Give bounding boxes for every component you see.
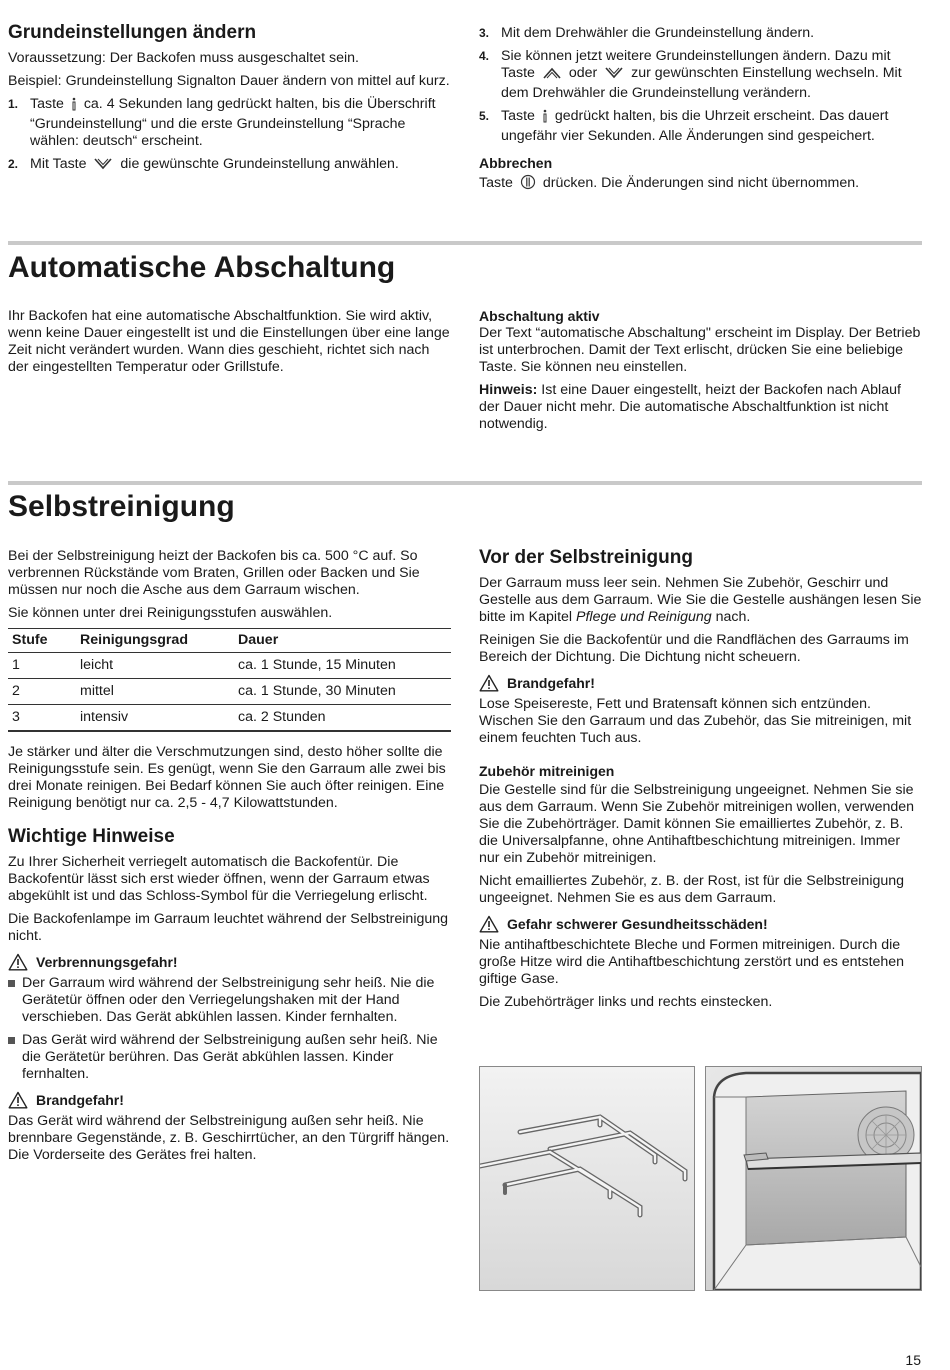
step-3: [479, 25, 922, 42]
gesundheit-text-2: Die Zubehörträger links und rechts einstecken.: [479, 994, 773, 1010]
step-5: [479, 108, 922, 145]
table-cell: ca. 2 Stunden: [234, 705, 451, 732]
zubehoer-title: Zubehör mitreinigen: [479, 763, 615, 779]
auto-intro-text: Ihr Backofen hat eine automatische Abschaltfunktion. Sie wird aktiv, wenn keine Dauer eingestellt ist und die Einstellungen über eine lange Zeit nicht verändert wurden. Wann dies geschieht, richtet sich nach der eingestellten Temperatur oder Grillstufe.: [8, 308, 450, 375]
table-cell: 1: [8, 653, 76, 679]
table-header-cell: Stufe: [8, 629, 76, 653]
vor-text-1-post: nach.: [715, 609, 751, 625]
hinweis-paragraph: [479, 382, 922, 433]
reinigungsstufen-table: [8, 628, 451, 732]
step-text: Sie können jetzt weitere Grundeinstellungen ändern. Dazu mit Taste: [501, 48, 891, 81]
warning-label: Verbrennungsgefahr!: [36, 953, 178, 970]
step-number: 1.: [8, 97, 19, 111]
warning-triangle-icon: [8, 953, 28, 971]
step-2: [8, 156, 451, 176]
chapter-reference: Pflege und Reinigung: [576, 609, 712, 625]
section-divider: [8, 241, 922, 245]
vor-text-1-pre: Der Garraum muss leer sein. Nehmen Sie Zubehör, Geschirr und Gestelle aus dem Garraum. Wie Sie die Gestelle aushängen lesen Sie bitte im Kapitel: [479, 575, 922, 625]
auto-left: [8, 308, 451, 382]
table-cell: ca. 1 Stunde, 30 Minuten: [234, 679, 451, 705]
gesundheit-warning: [479, 915, 922, 933]
vor-text-1: [479, 575, 922, 626]
step-number: 4.: [479, 49, 490, 63]
grundeinstellungen-title: Grundeinstellungen ändern: [8, 22, 257, 43]
chevron-down-key-icon: [604, 66, 624, 85]
warning-label: Brandgefahr!: [36, 1091, 124, 1108]
hinweis-label: Hinweis:: [479, 382, 538, 398]
garraum-einschub-illustration: [705, 1066, 922, 1291]
wichtig-text-2: Die Backofenlampe im Garraum leuchtet während der Selbstreinigung nicht.: [8, 911, 449, 944]
info-key-icon: [71, 97, 77, 116]
grundeinstellungen-left: [8, 22, 451, 182]
step-text: Mit dem Drehwähler die Grundeinstellung ändern.: [501, 25, 815, 41]
auto-abschaltung-title: Automatische Abschaltung: [8, 251, 396, 284]
step-text: zur gewünschten Einstellung wechseln. Mit dem Drehwähler die Grundeinstellung verändern.: [501, 65, 902, 101]
abbrechen-title: Abbrechen: [479, 155, 553, 171]
abschaltung-aktiv-text: Der Text “automatische Abschaltung" erscheint im Display. Der Betrieb ist unterbrochen. Damit der Text erlischt, drücken Sie eine beliebige Taste. Sie können neu einstellen.: [479, 325, 921, 375]
chevron-up-key-icon: [542, 66, 562, 85]
abbrechen-text: [479, 174, 922, 195]
brandgefahr-warning: [8, 1091, 451, 1109]
hinweis-text: Ist eine Dauer eingestellt, heizt der Backofen nach Ablauf der Dauer nicht mehr. Die automatische Abschaltfunktion ist nicht notwendig.: [479, 382, 901, 432]
abschaltung-aktiv-title: Abschaltung aktiv: [479, 308, 600, 324]
selbst-intro-text: Bei der Selbstreinigung heizt der Backofen bis ca. 500 °C auf. So verbrennen Rückstände vom Braten, Grillen oder Backen und Sie müssen nur noch die Asche aus dem Garraum wischen.: [8, 548, 420, 598]
abbrechen-pre: Taste: [479, 175, 513, 191]
bullet-square-icon: [8, 1037, 15, 1044]
warning-triangle-icon: [8, 1091, 28, 1109]
step-text: die gewünschte Grundeinstellung anwählen.: [120, 156, 399, 172]
table-row: [8, 653, 451, 679]
power-key-icon: [520, 174, 536, 195]
step-4: [479, 48, 922, 102]
table-row: [8, 679, 451, 705]
step-text: ca. 4 Sekunden lang gedrückt halten, bis die Überschrift “Grundeinstellung“ und die erste Grundeinstellung “Sprache wählen: deutsch“ erscheint.: [30, 96, 436, 149]
selbstreinigung-title: Selbstreinigung: [8, 490, 235, 523]
selbst-left: [8, 548, 451, 1170]
list-item-text: Das Gerät wird während der Selbstreinigung außen sehr heiß. Nie die Gerätetür berühren. Das Gerät abkühlen lassen. Kinder fernhalten.: [22, 1032, 438, 1082]
warning-triangle-icon: [479, 915, 499, 933]
vor-text-2: Reinigen Sie die Backofentür und die Randflächen des Garraums im Bereich der Dichtung. Die Dichtung nicht scheuern.: [479, 632, 909, 665]
chevron-down-key-icon: [93, 157, 113, 176]
gesundheit-text-1: Nie antihaftbeschichtete Bleche und Formen mitreinigen. Durch die große Hitze wird die Antihaftbeschichtung zerstört und es entstehen giftige Gase.: [479, 937, 905, 987]
step-text: Mit Taste: [30, 156, 87, 172]
step-text: oder: [568, 65, 598, 81]
vor-selbstreinigung-right: [479, 547, 922, 1017]
warning-triangle-icon: [479, 674, 499, 692]
section-divider: [8, 481, 922, 485]
zubehoertraeger-illustration: [479, 1066, 695, 1291]
vor-selbstreinigung-title: Vor der Selbstreinigung: [479, 547, 693, 568]
warning-label: Brandgefahr!: [507, 674, 595, 691]
step-text: Taste: [30, 96, 64, 112]
abbrechen-post: drücken. Die Änderungen sind nicht übernommen.: [542, 175, 860, 191]
auto-right: [479, 308, 922, 439]
table-cell: 2: [8, 679, 76, 705]
list-item: [8, 1032, 451, 1083]
verbrennungsgefahr-warning: [8, 953, 451, 971]
warning-label: Gefahr schwerer Gesundheitsschäden!: [507, 915, 768, 932]
beispiel-text: Beispiel: Grundeinstellung Signalton Dauer ändern von mittel auf kurz.: [8, 73, 450, 89]
step-text: gedrückt halten, bis die Uhrzeit erscheint. Das dauert ungefähr vier Sekunden. Alle Änderungen sind gespeichert.: [501, 108, 889, 144]
table-header-cell: Reinigungsgrad: [76, 629, 234, 653]
page-number: 15: [905, 1352, 921, 1368]
table-cell: intensiv: [76, 705, 234, 732]
list-item-text: Der Garraum wird während der Selbstreinigung sehr heiß. Nie die Gerätetür öffnen oder den Verriegelungshaken mit der Hand verschieben. Das Gerät abkühlen lassen. Kinder fernhalten.: [22, 975, 435, 1025]
brandgefahr-text: Lose Speisereste, Fett und Bratensaft können sich entzünden. Wischen Sie den Garraum und das Zubehör, das Sie mitreinigen, mit einem feuchten Tuch aus.: [479, 696, 912, 746]
table-row: [8, 705, 451, 732]
voraussetzung-text: Voraussetzung: Der Backofen muss ausgeschaltet sein.: [8, 50, 359, 66]
table-cell: 3: [8, 705, 76, 732]
table-cell: ca. 1 Stunde, 15 Minuten: [234, 653, 451, 679]
selbst-stufen-text: Sie können unter drei Reinigungsstufen auswählen.: [8, 605, 333, 621]
step-number: 2.: [8, 157, 19, 171]
step-number: 3.: [479, 26, 490, 40]
table-cell: mittel: [76, 679, 234, 705]
wichtig-text-1: Zu Ihrer Sicherheit verriegelt automatisch die Backofentür. Die Backofentür lässt sich erst wieder öffnen, wenn der Garraum etwas abgekühlt ist und das Schloss-Symbol für die Verriegelung erlischt.: [8, 854, 430, 904]
step-text: Taste: [501, 108, 535, 124]
brandgefahr-text: Das Gerät wird während der Selbstreinigung außen sehr heiß. Nie brennbare Gegenstände, z. B. Geschirrtücher, an den Türgriff hängen. Die Vorderseite des Gerätes frei halten.: [8, 1113, 450, 1163]
verschmutzung-text: Je stärker und älter die Verschmutzungen sind, desto höher sollte die Reinigungsstufe sein. Es genügt, wenn Sie den Garraum alle zwei bis drei Monate reinigen. Bei Bedarf können Sie auch öfter reinigen. Eine Reinigung benötigt nur ca. 2,5 - 4,7 Kilowattstunden.: [8, 744, 446, 811]
brandgefahr-warning: [479, 674, 922, 692]
wichtige-hinweise-title: Wichtige Hinweise: [8, 826, 175, 847]
zubehoer-text-1: Die Gestelle sind für die Selbstreinigung ungeeignet. Nehmen Sie sie aus dem Garraum. Wenn Sie Zubehör mitreinigen wollen, verwenden Sie die Zubehörträger. Damit können Sie emailliertes Zubehör, z. B. die Universalpfanne, ohne Antihaftbeschichtung mitreinigen. Immer nur ein Zubehör mitreinigen.: [479, 782, 915, 866]
table-header-row: [8, 629, 451, 653]
table-cell: leicht: [76, 653, 234, 679]
list-item: [8, 975, 451, 1026]
grundeinstellungen-right: [479, 25, 922, 201]
table-header-cell: Dauer: [234, 629, 451, 653]
step-1: [8, 96, 451, 150]
zubehoer-text-2: Nicht emailliertes Zubehör, z. B. der Rost, ist für die Selbstreinigung ungeeignet. Nehmen Sie es aus dem Garraum.: [479, 873, 905, 906]
info-key-icon: [542, 109, 548, 128]
step-number: 5.: [479, 109, 490, 123]
bullet-square-icon: [8, 980, 15, 987]
